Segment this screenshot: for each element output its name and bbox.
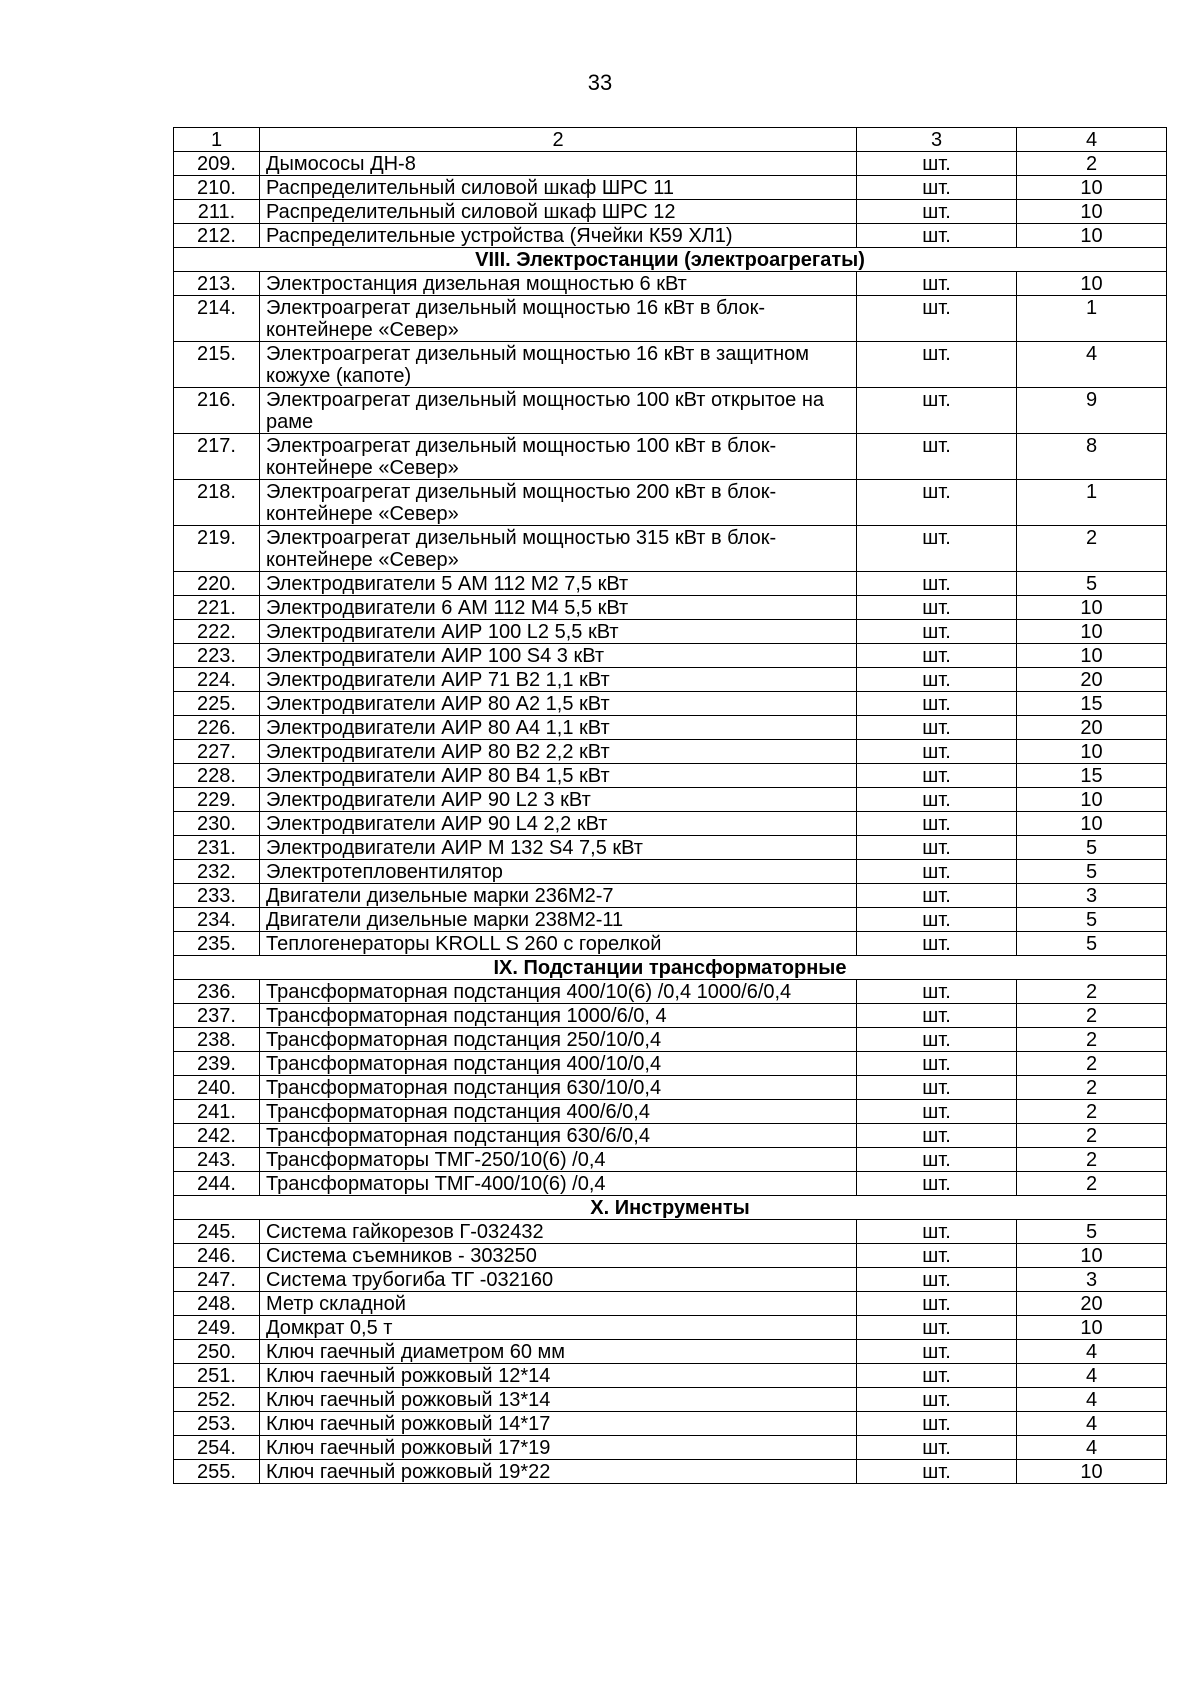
item-unit: шт. <box>857 1172 1017 1196</box>
item-unit: шт. <box>857 836 1017 860</box>
item-quantity: 4 <box>1017 1436 1167 1460</box>
item-name: Электроагрегат дизельный мощностью 16 кВт в защитном кожухе (капоте) <box>260 342 857 388</box>
table-row <box>174 884 1167 908</box>
item-name: Электродвигатели АИР М 132 S4 7,5 кВт <box>260 836 857 860</box>
item-unit: шт. <box>857 788 1017 812</box>
item-name: Электроагрегат дизельный мощностью 100 кВт в блок-контейнере «Север» <box>260 434 857 480</box>
item-quantity: 10 <box>1017 596 1167 620</box>
item-quantity: 2 <box>1017 980 1167 1004</box>
item-quantity: 2 <box>1017 1124 1167 1148</box>
table-row <box>174 620 1167 644</box>
item-name: Трансформаторная подстанция 1000/6/0, 4 <box>260 1004 857 1028</box>
item-unit: шт. <box>857 740 1017 764</box>
item-unit: шт. <box>857 980 1017 1004</box>
item-unit: шт. <box>857 176 1017 200</box>
item-unit: шт. <box>857 1220 1017 1244</box>
item-name: Электродвигатели АИР 90 L4 2,2 кВт <box>260 812 857 836</box>
item-name: Электродвигатели АИР 90 L2 3 кВт <box>260 788 857 812</box>
column-header-1: 1 <box>174 128 260 152</box>
item-name: Электродвигатели АИР 100 L2 5,5 кВт <box>260 620 857 644</box>
item-name: Электроагрегат дизельный мощностью 16 кВт в блок-контейнере «Север» <box>260 296 857 342</box>
row-number: 226. <box>174 716 260 740</box>
item-quantity: 2 <box>1017 1172 1167 1196</box>
item-quantity: 2 <box>1017 1028 1167 1052</box>
item-quantity: 3 <box>1017 884 1167 908</box>
table-body <box>174 152 1167 1484</box>
table-row <box>174 908 1167 932</box>
table-row <box>174 1316 1167 1340</box>
table-row <box>174 272 1167 296</box>
item-name: Распределительный силовой шкаф ШРС 12 <box>260 200 857 224</box>
item-name: Двигатели дизельные марки 238М2-11 <box>260 908 857 932</box>
item-name: Электродвигатели АИР 71 В2 1,1 кВт <box>260 668 857 692</box>
table-row <box>174 176 1167 200</box>
item-quantity: 5 <box>1017 572 1167 596</box>
item-name: Электродвигатели АИР 80 А4 1,1 кВт <box>260 716 857 740</box>
row-number: 247. <box>174 1268 260 1292</box>
row-number: 241. <box>174 1100 260 1124</box>
item-unit: шт. <box>857 620 1017 644</box>
item-name: Система гайкорезов Г-032432 <box>260 1220 857 1244</box>
item-name: Ключ гаечный диаметром 60 мм <box>260 1340 857 1364</box>
item-quantity: 4 <box>1017 1388 1167 1412</box>
row-number: 228. <box>174 764 260 788</box>
row-number: 229. <box>174 788 260 812</box>
item-name: Электротепловентилятор <box>260 860 857 884</box>
table-row <box>174 1388 1167 1412</box>
section-heading-row <box>174 248 1167 272</box>
row-number: 243. <box>174 1148 260 1172</box>
row-number: 215. <box>174 342 260 388</box>
row-number: 212. <box>174 224 260 248</box>
item-unit: шт. <box>857 1244 1017 1268</box>
row-number: 237. <box>174 1004 260 1028</box>
item-name: Электродвигатели АИР 80 В2 2,2 кВт <box>260 740 857 764</box>
item-name: Электроагрегат дизельный мощностью 315 кВт в блок-контейнере «Север» <box>260 526 857 572</box>
item-unit: шт. <box>857 152 1017 176</box>
item-quantity: 2 <box>1017 1148 1167 1172</box>
table-row <box>174 1028 1167 1052</box>
item-quantity: 2 <box>1017 1100 1167 1124</box>
row-number: 214. <box>174 296 260 342</box>
column-number-row <box>174 128 1167 152</box>
row-number: 251. <box>174 1364 260 1388</box>
item-quantity: 4 <box>1017 1340 1167 1364</box>
equipment-table <box>173 127 1167 1484</box>
item-unit: шт. <box>857 1292 1017 1316</box>
table-row <box>174 434 1167 480</box>
table-row <box>174 692 1167 716</box>
table-row <box>174 1004 1167 1028</box>
table-row <box>174 152 1167 176</box>
item-quantity: 1 <box>1017 296 1167 342</box>
item-quantity: 15 <box>1017 692 1167 716</box>
item-unit: шт. <box>857 480 1017 526</box>
row-number: 254. <box>174 1436 260 1460</box>
table-row <box>174 1460 1167 1484</box>
item-unit: шт. <box>857 200 1017 224</box>
row-number: 240. <box>174 1076 260 1100</box>
item-quantity: 10 <box>1017 224 1167 248</box>
row-number: 231. <box>174 836 260 860</box>
table-row <box>174 980 1167 1004</box>
item-unit: шт. <box>857 596 1017 620</box>
item-name: Домкрат 0,5 т <box>260 1316 857 1340</box>
table-row <box>174 296 1167 342</box>
row-number: 232. <box>174 860 260 884</box>
row-number: 213. <box>174 272 260 296</box>
row-number: 223. <box>174 644 260 668</box>
item-unit: шт. <box>857 1100 1017 1124</box>
item-name: Трансформаторная подстанция 630/10/0,4 <box>260 1076 857 1100</box>
item-unit: шт. <box>857 388 1017 434</box>
item-unit: шт. <box>857 1460 1017 1484</box>
item-quantity: 10 <box>1017 1244 1167 1268</box>
table-row <box>174 1412 1167 1436</box>
item-quantity: 5 <box>1017 836 1167 860</box>
table-row <box>174 596 1167 620</box>
item-quantity: 2 <box>1017 1076 1167 1100</box>
item-name: Электродвигатели АИР 80 А2 1,5 кВт <box>260 692 857 716</box>
item-name: Электродвигатели АИР 80 В4 1,5 кВт <box>260 764 857 788</box>
column-header-4: 4 <box>1017 128 1167 152</box>
row-number: 252. <box>174 1388 260 1412</box>
table-row <box>174 668 1167 692</box>
row-number: 218. <box>174 480 260 526</box>
item-unit: шт. <box>857 1412 1017 1436</box>
row-number: 225. <box>174 692 260 716</box>
item-unit: шт. <box>857 1388 1017 1412</box>
item-unit: шт. <box>857 526 1017 572</box>
item-unit: шт. <box>857 224 1017 248</box>
item-name: Трансформаторная подстанция 400/10(6) /0,4 1000/6/0,4 <box>260 980 857 1004</box>
table-row <box>174 932 1167 956</box>
item-unit: шт. <box>857 764 1017 788</box>
table-row <box>174 1100 1167 1124</box>
item-unit: шт. <box>857 812 1017 836</box>
column-header-2: 2 <box>260 128 857 152</box>
item-quantity: 10 <box>1017 1316 1167 1340</box>
item-quantity: 2 <box>1017 1052 1167 1076</box>
table-row <box>174 860 1167 884</box>
item-unit: шт. <box>857 932 1017 956</box>
item-quantity: 10 <box>1017 176 1167 200</box>
row-number: 221. <box>174 596 260 620</box>
row-number: 209. <box>174 152 260 176</box>
item-quantity: 10 <box>1017 788 1167 812</box>
row-number: 210. <box>174 176 260 200</box>
item-name: Трансформаторная подстанция 400/10/0,4 <box>260 1052 857 1076</box>
table-row <box>174 788 1167 812</box>
row-number: 234. <box>174 908 260 932</box>
item-name: Трансформаторы ТМГ-400/10(6) /0,4 <box>260 1172 857 1196</box>
table-row <box>174 572 1167 596</box>
row-number: 235. <box>174 932 260 956</box>
item-quantity: 10 <box>1017 200 1167 224</box>
item-quantity: 5 <box>1017 932 1167 956</box>
item-name: Распределительные устройства (Ячейки К59 ХЛ1) <box>260 224 857 248</box>
item-unit: шт. <box>857 716 1017 740</box>
item-name: Ключ гаечный рожковый 12*14 <box>260 1364 857 1388</box>
item-unit: шт. <box>857 668 1017 692</box>
table-row <box>174 1268 1167 1292</box>
item-unit: шт. <box>857 1268 1017 1292</box>
item-quantity: 3 <box>1017 1268 1167 1292</box>
row-number: 246. <box>174 1244 260 1268</box>
section-heading-row <box>174 1196 1167 1220</box>
item-name: Теплогенераторы KROLL S 260 с горелкой <box>260 932 857 956</box>
item-quantity: 10 <box>1017 644 1167 668</box>
item-unit: шт. <box>857 884 1017 908</box>
item-quantity: 20 <box>1017 716 1167 740</box>
row-number: 248. <box>174 1292 260 1316</box>
item-quantity: 10 <box>1017 812 1167 836</box>
item-quantity: 10 <box>1017 620 1167 644</box>
row-number: 245. <box>174 1220 260 1244</box>
row-number: 230. <box>174 812 260 836</box>
item-quantity: 20 <box>1017 1292 1167 1316</box>
table-row <box>174 716 1167 740</box>
table-row <box>174 1148 1167 1172</box>
item-unit: шт. <box>857 1340 1017 1364</box>
item-name: Электродвигатели 5 АМ 112 М2 7,5 кВт <box>260 572 857 596</box>
row-number: 239. <box>174 1052 260 1076</box>
item-name: Система съемников - 303250 <box>260 1244 857 1268</box>
row-number: 224. <box>174 668 260 692</box>
row-number: 211. <box>174 200 260 224</box>
item-name: Трансформаторная подстанция 250/10/0,4 <box>260 1028 857 1052</box>
section-heading: IX. Подстанции трансформаторные <box>174 956 1167 980</box>
item-unit: шт. <box>857 572 1017 596</box>
table-row <box>174 1124 1167 1148</box>
table-row <box>174 1436 1167 1460</box>
item-unit: шт. <box>857 342 1017 388</box>
page-number: 33 <box>587 70 613 95</box>
item-quantity: 2 <box>1017 526 1167 572</box>
item-unit: шт. <box>857 1052 1017 1076</box>
table-row <box>174 526 1167 572</box>
item-quantity: 5 <box>1017 908 1167 932</box>
item-unit: шт. <box>857 434 1017 480</box>
item-quantity: 4 <box>1017 1412 1167 1436</box>
item-name: Электростанция дизельная мощностью 6 кВт <box>260 272 857 296</box>
table-row <box>174 1292 1167 1316</box>
row-number: 233. <box>174 884 260 908</box>
table-row <box>174 1340 1167 1364</box>
item-quantity: 4 <box>1017 1364 1167 1388</box>
row-number: 253. <box>174 1412 260 1436</box>
row-number: 255. <box>174 1460 260 1484</box>
table-row <box>174 812 1167 836</box>
table-row <box>174 1076 1167 1100</box>
item-name: Ключ гаечный рожковый 19*22 <box>260 1460 857 1484</box>
item-name: Электродвигатели АИР 100 S4 3 кВт <box>260 644 857 668</box>
item-quantity: 1 <box>1017 480 1167 526</box>
item-quantity: 20 <box>1017 668 1167 692</box>
table-row <box>174 480 1167 526</box>
item-name: Метр складной <box>260 1292 857 1316</box>
table-row <box>174 342 1167 388</box>
item-unit: шт. <box>857 1148 1017 1172</box>
item-unit: шт. <box>857 1364 1017 1388</box>
item-unit: шт. <box>857 692 1017 716</box>
row-number: 216. <box>174 388 260 434</box>
item-name: Электроагрегат дизельный мощностью 200 кВт в блок-контейнере «Север» <box>260 480 857 526</box>
section-heading: VIII. Электростанции (электроагрегаты) <box>174 248 1167 272</box>
table-row <box>174 1244 1167 1268</box>
item-unit: шт. <box>857 1124 1017 1148</box>
table-row <box>174 1172 1167 1196</box>
table-row <box>174 1364 1167 1388</box>
item-quantity: 10 <box>1017 1460 1167 1484</box>
column-header-3: 3 <box>857 128 1017 152</box>
item-unit: шт. <box>857 860 1017 884</box>
item-quantity: 10 <box>1017 272 1167 296</box>
item-name: Дымососы ДН-8 <box>260 152 857 176</box>
item-quantity: 5 <box>1017 860 1167 884</box>
item-name: Трансформаторная подстанция 400/6/0,4 <box>260 1100 857 1124</box>
row-number: 250. <box>174 1340 260 1364</box>
row-number: 244. <box>174 1172 260 1196</box>
row-number: 220. <box>174 572 260 596</box>
item-quantity: 5 <box>1017 1220 1167 1244</box>
item-name: Система трубогиба ТГ -032160 <box>260 1268 857 1292</box>
row-number: 219. <box>174 526 260 572</box>
table-row <box>174 836 1167 860</box>
table-row <box>174 764 1167 788</box>
item-unit: шт. <box>857 1076 1017 1100</box>
table-row <box>174 200 1167 224</box>
row-number: 217. <box>174 434 260 480</box>
table-row <box>174 644 1167 668</box>
section-heading: X. Инструменты <box>174 1196 1167 1220</box>
item-unit: шт. <box>857 296 1017 342</box>
item-unit: шт. <box>857 1028 1017 1052</box>
row-number: 249. <box>174 1316 260 1340</box>
item-name: Распределительный силовой шкаф ШРС 11 <box>260 176 857 200</box>
item-name: Электродвигатели 6 АМ 112 М4 5,5 кВт <box>260 596 857 620</box>
table-row <box>174 1052 1167 1076</box>
section-heading-row <box>174 956 1167 980</box>
row-number: 227. <box>174 740 260 764</box>
item-name: Трансформаторная подстанция 630/6/0,4 <box>260 1124 857 1148</box>
item-unit: шт. <box>857 908 1017 932</box>
row-number: 242. <box>174 1124 260 1148</box>
row-number: 238. <box>174 1028 260 1052</box>
item-unit: шт. <box>857 272 1017 296</box>
table-row <box>174 1220 1167 1244</box>
table-row <box>174 388 1167 434</box>
table-row <box>174 224 1167 248</box>
row-number: 236. <box>174 980 260 1004</box>
item-name: Трансформаторы ТМГ-250/10(6) /0,4 <box>260 1148 857 1172</box>
item-name: Ключ гаечный рожковый 17*19 <box>260 1436 857 1460</box>
item-unit: шт. <box>857 644 1017 668</box>
item-quantity: 15 <box>1017 764 1167 788</box>
item-name: Двигатели дизельные марки 236М2-7 <box>260 884 857 908</box>
item-name: Ключ гаечный рожковый 14*17 <box>260 1412 857 1436</box>
item-quantity: 2 <box>1017 152 1167 176</box>
item-quantity: 10 <box>1017 740 1167 764</box>
row-number: 222. <box>174 620 260 644</box>
item-name: Электроагрегат дизельный мощностью 100 кВт открытое на раме <box>260 388 857 434</box>
table-row <box>174 740 1167 764</box>
item-quantity: 4 <box>1017 342 1167 388</box>
item-quantity: 2 <box>1017 1004 1167 1028</box>
item-unit: шт. <box>857 1316 1017 1340</box>
item-name: Ключ гаечный рожковый 13*14 <box>260 1388 857 1412</box>
item-unit: шт. <box>857 1436 1017 1460</box>
item-unit: шт. <box>857 1004 1017 1028</box>
item-quantity: 9 <box>1017 388 1167 434</box>
item-quantity: 8 <box>1017 434 1167 480</box>
